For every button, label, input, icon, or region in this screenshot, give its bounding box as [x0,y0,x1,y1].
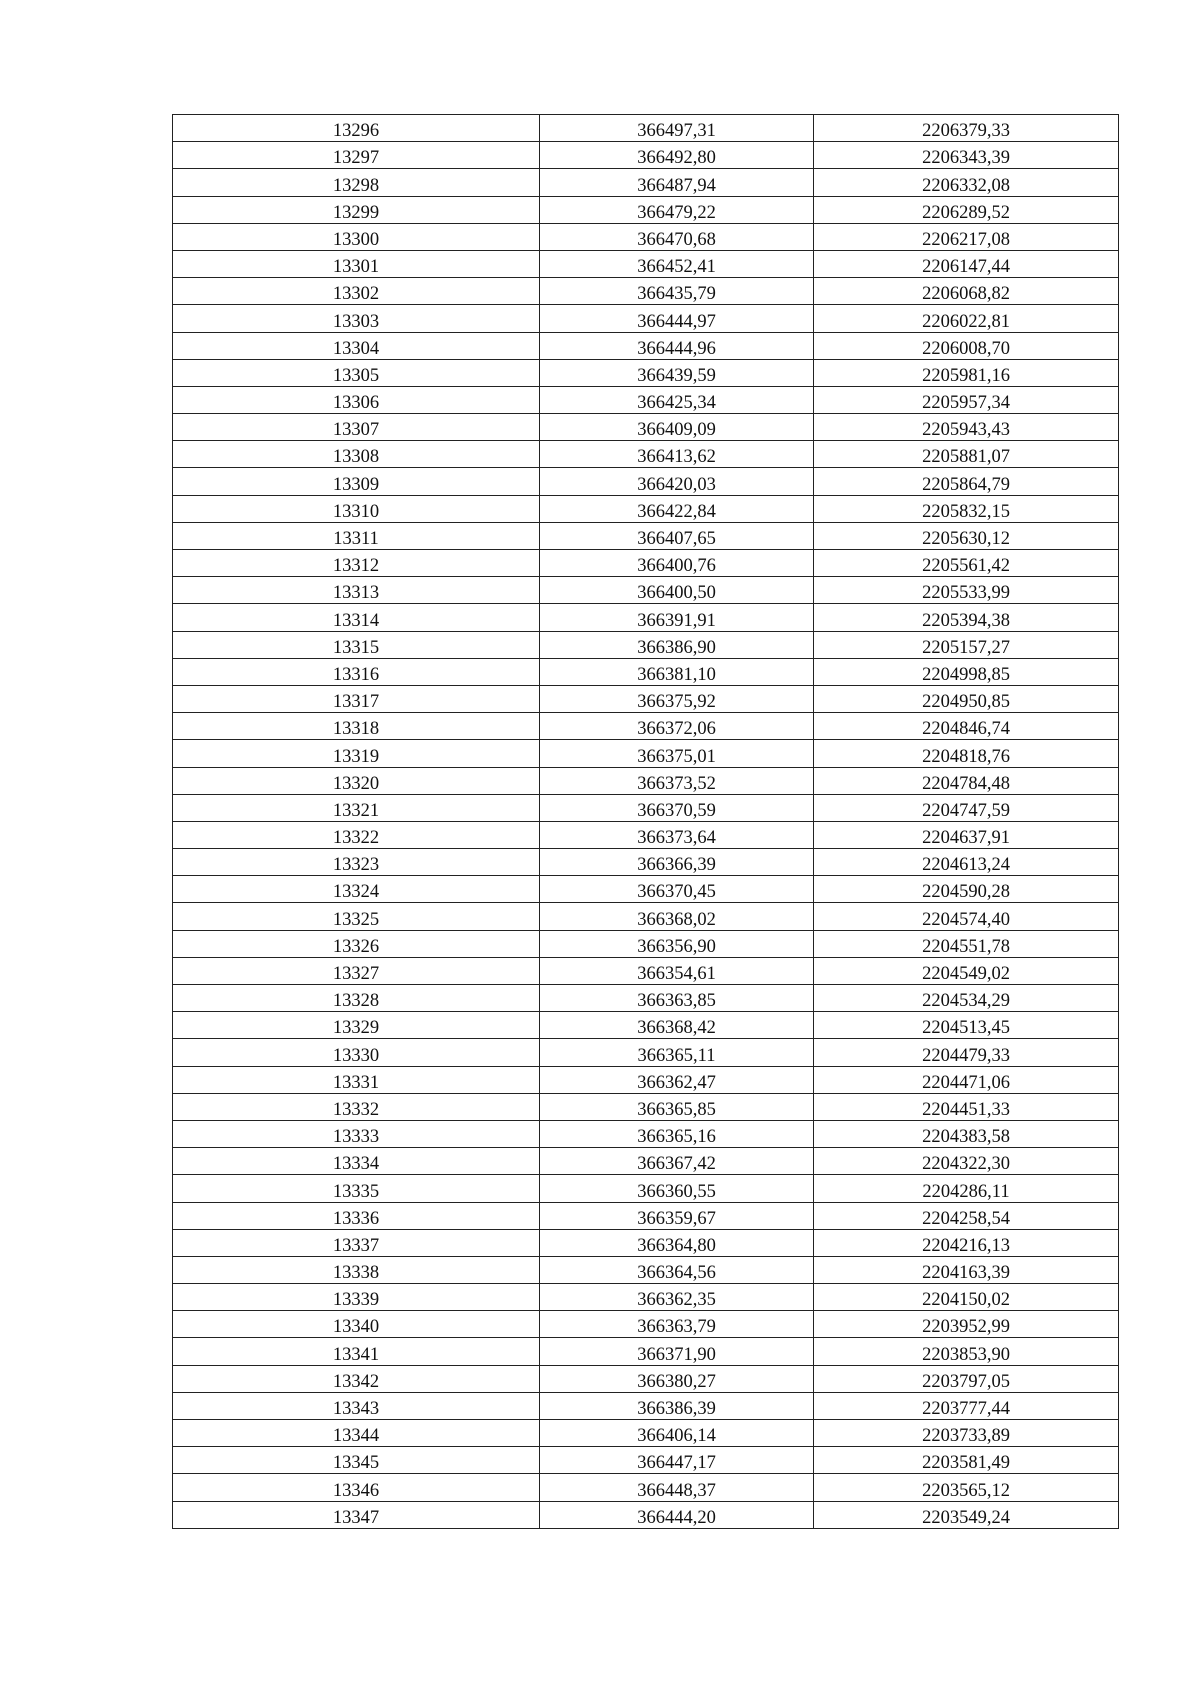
point-number-cell: 13346 [173,1474,540,1501]
point-number-cell: 13301 [173,250,540,277]
table-row [173,386,1119,413]
y-coordinate-cell: 2204784,48 [814,767,1119,794]
x-coordinate-cell: 366364,56 [540,1256,814,1283]
table-row [173,332,1119,359]
y-coordinate-cell: 2204551,78 [814,930,1119,957]
y-coordinate-cell: 2204950,85 [814,685,1119,712]
table-row [173,985,1119,1012]
y-coordinate-cell: 2203952,99 [814,1311,1119,1338]
table-row [173,1175,1119,1202]
point-number-cell: 13332 [173,1093,540,1120]
point-number-cell: 13335 [173,1175,540,1202]
x-coordinate-cell: 366413,62 [540,441,814,468]
table-row [173,142,1119,169]
y-coordinate-cell: 2204216,13 [814,1229,1119,1256]
table-row [173,713,1119,740]
point-number-cell: 13339 [173,1284,540,1311]
table-row [173,169,1119,196]
table-row [173,1093,1119,1120]
y-coordinate-cell: 2206068,82 [814,278,1119,305]
point-number-cell: 13302 [173,278,540,305]
x-coordinate-cell: 366363,85 [540,985,814,1012]
y-coordinate-cell: 2204286,11 [814,1175,1119,1202]
y-coordinate-cell: 2204574,40 [814,903,1119,930]
x-coordinate-cell: 366381,10 [540,658,814,685]
y-coordinate-cell: 2205957,34 [814,386,1119,413]
x-coordinate-cell: 366368,42 [540,1012,814,1039]
point-number-cell: 13321 [173,794,540,821]
table-row [173,1202,1119,1229]
x-coordinate-cell: 366470,68 [540,223,814,250]
table-row [173,821,1119,848]
x-coordinate-cell: 366371,90 [540,1338,814,1365]
y-coordinate-cell: 2206332,08 [814,169,1119,196]
table-row [173,305,1119,332]
point-number-cell: 13344 [173,1420,540,1447]
point-number-cell: 13337 [173,1229,540,1256]
y-coordinate-cell: 2204590,28 [814,876,1119,903]
x-coordinate-cell: 366497,31 [540,115,814,142]
coordinates-table [172,114,1119,1529]
table-row [173,1284,1119,1311]
table-row [173,794,1119,821]
point-number-cell: 13347 [173,1501,540,1528]
table-row [173,767,1119,794]
x-coordinate-cell: 366420,03 [540,468,814,495]
point-number-cell: 13317 [173,685,540,712]
y-coordinate-cell: 2203549,24 [814,1501,1119,1528]
y-coordinate-cell: 2206289,52 [814,196,1119,223]
point-number-cell: 13315 [173,631,540,658]
table-row [173,685,1119,712]
point-number-cell: 13331 [173,1066,540,1093]
point-number-cell: 13307 [173,414,540,441]
x-coordinate-cell: 366400,50 [540,577,814,604]
table-row [173,658,1119,685]
point-number-cell: 13338 [173,1256,540,1283]
y-coordinate-cell: 2205832,15 [814,495,1119,522]
y-coordinate-cell: 2205533,99 [814,577,1119,604]
x-coordinate-cell: 366359,67 [540,1202,814,1229]
point-number-cell: 13312 [173,550,540,577]
y-coordinate-cell: 2204258,54 [814,1202,1119,1229]
point-number-cell: 13306 [173,386,540,413]
y-coordinate-cell: 2204549,02 [814,957,1119,984]
point-number-cell: 13305 [173,359,540,386]
x-coordinate-cell: 366400,76 [540,550,814,577]
x-coordinate-cell: 366479,22 [540,196,814,223]
table-row [173,1012,1119,1039]
x-coordinate-cell: 366365,16 [540,1120,814,1147]
point-number-cell: 13297 [173,142,540,169]
x-coordinate-cell: 366364,80 [540,1229,814,1256]
table-row [173,359,1119,386]
y-coordinate-cell: 2204163,39 [814,1256,1119,1283]
point-number-cell: 13311 [173,522,540,549]
point-number-cell: 13323 [173,849,540,876]
point-number-cell: 13327 [173,957,540,984]
table-row [173,1420,1119,1447]
x-coordinate-cell: 366406,14 [540,1420,814,1447]
y-coordinate-cell: 2203733,89 [814,1420,1119,1447]
table-row [173,876,1119,903]
x-coordinate-cell: 366444,96 [540,332,814,359]
x-coordinate-cell: 366492,80 [540,142,814,169]
table-row [173,957,1119,984]
point-number-cell: 13320 [173,767,540,794]
table-row [173,849,1119,876]
x-coordinate-cell: 366409,09 [540,414,814,441]
y-coordinate-cell: 2205881,07 [814,441,1119,468]
y-coordinate-cell: 2203853,90 [814,1338,1119,1365]
y-coordinate-cell: 2205561,42 [814,550,1119,577]
x-coordinate-cell: 366362,35 [540,1284,814,1311]
x-coordinate-cell: 366373,64 [540,821,814,848]
x-coordinate-cell: 366368,02 [540,903,814,930]
point-number-cell: 13330 [173,1039,540,1066]
x-coordinate-cell: 366452,41 [540,250,814,277]
table-row [173,1148,1119,1175]
y-coordinate-cell: 2206217,08 [814,223,1119,250]
x-coordinate-cell: 366375,92 [540,685,814,712]
table-row [173,930,1119,957]
y-coordinate-cell: 2204613,24 [814,849,1119,876]
table-row [173,577,1119,604]
point-number-cell: 13324 [173,876,540,903]
y-coordinate-cell: 2204383,58 [814,1120,1119,1147]
y-coordinate-cell: 2204818,76 [814,740,1119,767]
y-coordinate-cell: 2206022,81 [814,305,1119,332]
point-number-cell: 13336 [173,1202,540,1229]
y-coordinate-cell: 2203797,05 [814,1365,1119,1392]
x-coordinate-cell: 366444,20 [540,1501,814,1528]
x-coordinate-cell: 366373,52 [540,767,814,794]
y-coordinate-cell: 2204322,30 [814,1148,1119,1175]
point-number-cell: 13308 [173,441,540,468]
y-coordinate-cell: 2203777,44 [814,1392,1119,1419]
point-number-cell: 13296 [173,115,540,142]
point-number-cell: 13309 [173,468,540,495]
point-number-cell: 13329 [173,1012,540,1039]
point-number-cell: 13298 [173,169,540,196]
x-coordinate-cell: 366354,61 [540,957,814,984]
table-row [173,604,1119,631]
table-row [173,1311,1119,1338]
point-number-cell: 13300 [173,223,540,250]
table-row [173,1256,1119,1283]
x-coordinate-cell: 366422,84 [540,495,814,522]
table-row [173,1501,1119,1528]
table-row [173,250,1119,277]
table-row [173,115,1119,142]
x-coordinate-cell: 366487,94 [540,169,814,196]
table-row [173,903,1119,930]
table-row [173,1365,1119,1392]
x-coordinate-cell: 366407,65 [540,522,814,549]
x-coordinate-cell: 366425,34 [540,386,814,413]
table-row [173,278,1119,305]
table-row [173,1474,1119,1501]
point-number-cell: 13333 [173,1120,540,1147]
table-row [173,740,1119,767]
table-row [173,631,1119,658]
point-number-cell: 13322 [173,821,540,848]
point-number-cell: 13341 [173,1338,540,1365]
x-coordinate-cell: 366365,11 [540,1039,814,1066]
table-row [173,1338,1119,1365]
point-number-cell: 13313 [173,577,540,604]
x-coordinate-cell: 366362,47 [540,1066,814,1093]
point-number-cell: 13316 [173,658,540,685]
x-coordinate-cell: 366372,06 [540,713,814,740]
table-row [173,196,1119,223]
x-coordinate-cell: 366367,42 [540,1148,814,1175]
point-number-cell: 13304 [173,332,540,359]
point-number-cell: 13325 [173,903,540,930]
y-coordinate-cell: 2206008,70 [814,332,1119,359]
y-coordinate-cell: 2206379,33 [814,115,1119,142]
point-number-cell: 13340 [173,1311,540,1338]
table-row [173,468,1119,495]
y-coordinate-cell: 2203581,49 [814,1447,1119,1474]
table-row [173,495,1119,522]
x-coordinate-cell: 366370,45 [540,876,814,903]
point-number-cell: 13345 [173,1447,540,1474]
point-number-cell: 13343 [173,1392,540,1419]
point-number-cell: 13314 [173,604,540,631]
y-coordinate-cell: 2204513,45 [814,1012,1119,1039]
x-coordinate-cell: 366435,79 [540,278,814,305]
coordinates-table-body [173,115,1119,1529]
y-coordinate-cell: 2205981,16 [814,359,1119,386]
table-row [173,1392,1119,1419]
y-coordinate-cell: 2205943,43 [814,414,1119,441]
table-row [173,223,1119,250]
y-coordinate-cell: 2204747,59 [814,794,1119,821]
y-coordinate-cell: 2205864,79 [814,468,1119,495]
x-coordinate-cell: 366375,01 [540,740,814,767]
y-coordinate-cell: 2204534,29 [814,985,1119,1012]
y-coordinate-cell: 2205394,38 [814,604,1119,631]
table-row [173,550,1119,577]
table-row [173,1039,1119,1066]
table-row [173,441,1119,468]
point-number-cell: 13342 [173,1365,540,1392]
y-coordinate-cell: 2204479,33 [814,1039,1119,1066]
y-coordinate-cell: 2204150,02 [814,1284,1119,1311]
point-number-cell: 13326 [173,930,540,957]
point-number-cell: 13334 [173,1148,540,1175]
x-coordinate-cell: 366356,90 [540,930,814,957]
x-coordinate-cell: 366444,97 [540,305,814,332]
y-coordinate-cell: 2203565,12 [814,1474,1119,1501]
y-coordinate-cell: 2205157,27 [814,631,1119,658]
table-row [173,1447,1119,1474]
x-coordinate-cell: 366370,59 [540,794,814,821]
x-coordinate-cell: 366391,91 [540,604,814,631]
x-coordinate-cell: 366439,59 [540,359,814,386]
x-coordinate-cell: 366360,55 [540,1175,814,1202]
point-number-cell: 13328 [173,985,540,1012]
y-coordinate-cell: 2205630,12 [814,522,1119,549]
y-coordinate-cell: 2206343,39 [814,142,1119,169]
table-row [173,414,1119,441]
point-number-cell: 13299 [173,196,540,223]
y-coordinate-cell: 2204471,06 [814,1066,1119,1093]
x-coordinate-cell: 366380,27 [540,1365,814,1392]
x-coordinate-cell: 366447,17 [540,1447,814,1474]
table-row [173,1066,1119,1093]
y-coordinate-cell: 2204451,33 [814,1093,1119,1120]
y-coordinate-cell: 2204637,91 [814,821,1119,848]
x-coordinate-cell: 366386,39 [540,1392,814,1419]
table-row [173,522,1119,549]
y-coordinate-cell: 2206147,44 [814,250,1119,277]
y-coordinate-cell: 2204998,85 [814,658,1119,685]
point-number-cell: 13319 [173,740,540,767]
x-coordinate-cell: 366448,37 [540,1474,814,1501]
point-number-cell: 13310 [173,495,540,522]
x-coordinate-cell: 366366,39 [540,849,814,876]
table-row [173,1229,1119,1256]
x-coordinate-cell: 366386,90 [540,631,814,658]
point-number-cell: 13303 [173,305,540,332]
y-coordinate-cell: 2204846,74 [814,713,1119,740]
x-coordinate-cell: 366363,79 [540,1311,814,1338]
table-row [173,1120,1119,1147]
x-coordinate-cell: 366365,85 [540,1093,814,1120]
point-number-cell: 13318 [173,713,540,740]
